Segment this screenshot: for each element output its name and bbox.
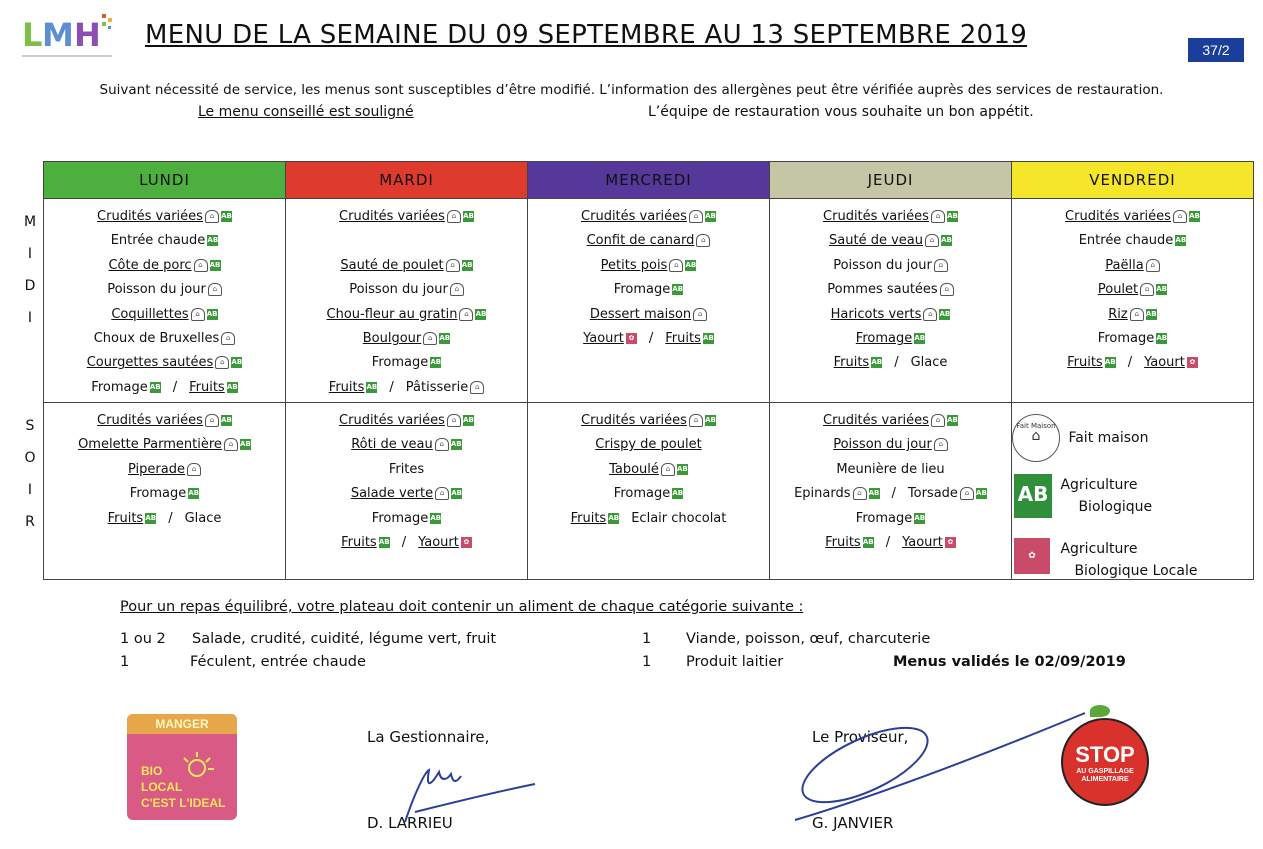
agriculture-biologique-icon: AB: [475, 309, 487, 318]
menu-item: [288, 409, 525, 433]
agriculture-biologique-icon: AB: [685, 260, 697, 269]
dish-name: Yaourt: [902, 535, 943, 551]
bio-locale-icon: ✿: [1187, 357, 1198, 368]
dish-name: Dessert maison: [589, 306, 692, 322]
dish-name: Fruits: [665, 331, 701, 347]
fait-maison-icon: ⌂: [934, 259, 948, 272]
fait-maison-icon: ⌂: [470, 381, 484, 394]
dish-name: Omelette Parmentière: [78, 437, 222, 453]
menu-item: [772, 327, 1009, 351]
menu-item: [772, 229, 1009, 253]
dish-name: /: [172, 379, 178, 395]
agriculture-biologique-icon: AB: [705, 212, 716, 220]
menu-item: [288, 254, 525, 278]
agriculture-biologique-icon: AB: [677, 464, 688, 473]
fait-maison-icon: ⌂: [960, 487, 974, 500]
agriculture-biologique-icon: AB: [188, 489, 200, 498]
agriculture-biologique-icon: AB: [947, 416, 958, 424]
menu-item: [288, 303, 525, 327]
stop-text: STOP: [1075, 742, 1135, 767]
midi-cell-vendredi: [1012, 199, 1254, 403]
agriculture-biologique-icon: AB: [947, 212, 958, 220]
bio-locale-icon: ✿: [461, 537, 472, 548]
fait-maison-icon: ⌂: [853, 487, 867, 500]
agriculture-biologique-icon: AB: [1175, 236, 1187, 245]
fait-maison-icon: ⌂: [925, 234, 939, 247]
menu-item: [288, 376, 525, 400]
dish-name: Confit de canard: [586, 233, 695, 249]
rule-qty: 1 ou 2: [120, 631, 166, 647]
fait-maison-icon: ⌂: [923, 308, 937, 321]
dish-name: Paëlla: [1105, 257, 1144, 273]
menu-item: [46, 254, 283, 278]
menu-item: [288, 482, 525, 506]
midi-letter: D: [24, 278, 36, 294]
menu-item: [46, 351, 283, 375]
agriculture-biologique-icon: AB: [705, 416, 716, 424]
dish-name: Fruits: [833, 355, 870, 371]
menu-item: [530, 433, 767, 457]
svg-text:H: H: [74, 16, 101, 54]
menu-item: [1014, 254, 1251, 278]
fait-maison-icon: ⌂: [194, 259, 208, 272]
rule-text: Féculent, entrée chaude: [190, 654, 366, 670]
dish-name: Fromage: [1097, 331, 1155, 347]
fait-maison-icon: ⌂: [459, 308, 473, 321]
menu-item: [46, 458, 283, 482]
fait-maison-icon: ⌂: [208, 283, 222, 296]
proviseur-name: G. JANVIER: [812, 814, 894, 832]
agriculture-biologique-icon: AB: [207, 236, 219, 245]
rule-qty: 1: [642, 654, 652, 670]
menu-item: [772, 507, 1009, 531]
agriculture-biologique-icon: AB: [463, 212, 474, 220]
menu-item: [288, 531, 525, 555]
dish-name: Piperade: [128, 461, 185, 477]
dish-name: Coquillettes: [111, 306, 189, 322]
agriculture-biologique-icon: AB: [1014, 474, 1052, 518]
agriculture-biologique-icon: AB: [914, 513, 926, 522]
manger-band: MANGER: [127, 714, 237, 734]
dish-name: Crudités variées: [339, 209, 445, 224]
legend-bio-locale: [1014, 538, 1197, 582]
menu-item: [772, 531, 1009, 555]
rule-qty: 1: [642, 631, 652, 647]
dish-name: Torsade: [907, 486, 958, 502]
menu-item: [530, 327, 767, 351]
dish-name: Boulgour: [362, 331, 422, 347]
fait-maison-icon: ⌂: [696, 234, 710, 247]
legend-bio: [1014, 474, 1152, 518]
agriculture-biologique-icon: AB: [672, 489, 684, 498]
menu-item: [288, 433, 525, 457]
menu-item: [1014, 303, 1251, 327]
menu-item: [46, 205, 283, 229]
fait-maison-icon: ⌂: [669, 259, 683, 272]
dish-name: Chou-fleur au gratin: [326, 306, 458, 322]
menu-item: [288, 351, 525, 375]
bio-locale-icon: ✿: [626, 333, 637, 344]
dish-name: Pommes sautées: [827, 282, 938, 298]
agriculture-biologique-icon: AB: [1189, 212, 1200, 220]
agriculture-biologique-icon: AB: [463, 416, 474, 424]
menu-item: [46, 278, 283, 302]
fait-maison-icon: ⌂: [215, 356, 229, 369]
fait-maison-icon: ⌂: [693, 308, 707, 321]
fait-maison-icon: ⌂: [450, 283, 464, 296]
dish-name: Fruits: [328, 379, 365, 395]
dish-name: Fruits: [341, 535, 377, 551]
agriculture-biologique-icon: AB: [450, 440, 462, 449]
dish-name: Glace: [910, 355, 948, 371]
day-header-vendredi: VENDREDI: [1012, 162, 1254, 199]
dish-name: Sauté de veau: [829, 233, 923, 249]
agriculture-biologique-icon: AB: [149, 382, 161, 391]
agriculture-biologique-icon: AB: [378, 538, 390, 547]
menu-item: [1014, 205, 1251, 229]
dish-name: Crudités variées: [97, 413, 203, 428]
dish-name: Fruits: [189, 379, 225, 395]
legend-local-line1: Agriculture: [1060, 541, 1138, 557]
menu-item: [46, 376, 283, 400]
menu-item: [288, 229, 525, 253]
fait-maison-icon: ⌂: [689, 414, 703, 427]
balanced-meal-title: Pour un repas équilibré, votre plateau doit contenir un aliment de chaque catégorie suivante :: [120, 599, 804, 615]
dish-name: /: [891, 486, 896, 502]
legend-bio-line2: Biologique: [1078, 499, 1153, 515]
menu-item: [772, 458, 1009, 482]
soir-cell-jeudi: [770, 403, 1012, 580]
dish-name: /: [894, 355, 899, 371]
fait-maison-icon: ⌂: [205, 210, 219, 223]
menu-item: [46, 433, 283, 457]
dish-name: /: [389, 379, 394, 395]
dish-name: Riz: [1108, 306, 1128, 322]
dish-name: Poisson du jour: [107, 282, 206, 298]
rule-text: Viande, poisson, œuf, charcuterie: [686, 631, 931, 647]
menu-item: [46, 327, 283, 351]
dish-name: Taboulé: [609, 461, 659, 477]
menu-item: [1014, 351, 1251, 375]
dish-name: Fruits: [1067, 355, 1103, 371]
day-header-lundi: LUNDI: [44, 162, 286, 199]
agriculture-biologique-icon: AB: [871, 358, 883, 367]
dish-name: Sauté de poulet: [340, 257, 444, 273]
dish-name: Fromage: [371, 510, 429, 526]
dish-name: Fromage: [371, 355, 429, 371]
fait-maison-icon: ⌂: [435, 487, 449, 500]
menu-item: [530, 303, 767, 327]
service-notice: Suivant nécessité de service, les menus sont susceptibles d’être modifié. L’information des allergènes peut être vérifiée auprès des services de restauration.: [99, 82, 1164, 98]
dish-name: /: [168, 510, 173, 526]
fait-maison-icon: ⌂: [934, 438, 948, 451]
agriculture-biologique-icon: AB: [221, 212, 232, 220]
menu-item: [288, 458, 525, 482]
sun-icon: [177, 750, 217, 784]
fait-maison-icon: ⌂: [446, 259, 460, 272]
fait-maison-icon: ⌂: [447, 414, 461, 427]
validation-date: Menus validés le 02/09/2019: [893, 654, 1126, 670]
dish-name: Fruits: [570, 510, 607, 526]
advised-menu-note: Le menu conseillé est souligné: [198, 104, 414, 120]
gestionnaire-name: D. LARRIEU: [367, 814, 453, 832]
midi-row: [44, 199, 1254, 403]
midi-letter: M: [23, 214, 37, 230]
agriculture-biologique-icon: AB: [221, 416, 232, 424]
soir-cell-mercredi: [528, 403, 770, 580]
menu-item: [530, 229, 767, 253]
menu-item: [772, 278, 1009, 302]
lmh-logo: [22, 12, 117, 60]
dish-name: /: [648, 331, 654, 347]
agriculture-biologique-icon: AB: [231, 358, 243, 367]
logo-ideal-text: C'EST L'IDEAL: [141, 796, 226, 810]
midi-letter: I: [27, 310, 33, 326]
manger-bio-local-logo: [127, 714, 237, 820]
dish-name: Poisson du jour: [833, 257, 932, 273]
dish-name: Crudités variées: [339, 413, 445, 428]
agriculture-biologique-icon: AB: [430, 358, 442, 367]
menu-item: [530, 482, 767, 506]
menu-item: [530, 205, 767, 229]
agriculture-biologique-icon: AB: [430, 513, 442, 522]
agriculture-biologique-icon: AB: [1104, 358, 1116, 367]
fait-maison-icon: ⌂: [1173, 210, 1187, 223]
midi-cell-jeudi: [770, 199, 1012, 403]
dish-name: Glace: [184, 510, 222, 526]
dish-name: Choux de Bruxelles: [93, 331, 220, 347]
dish-name: Entrée chaude: [110, 233, 206, 249]
dish-name: Yaourt: [1144, 355, 1185, 371]
agriculture-biologique-icon: AB: [914, 334, 926, 343]
fait-maison-icon: ⌂: [447, 210, 461, 223]
dish-name: Eclair chocolat: [631, 510, 727, 526]
menu-item: [288, 205, 525, 229]
soir-letter: R: [25, 514, 35, 530]
menu-item: [772, 409, 1009, 433]
dish-name: Poisson du jour: [833, 437, 932, 453]
midi-letter: I: [27, 246, 33, 262]
menu-item: [772, 254, 1009, 278]
proviseur-label: Le Proviseur,: [812, 728, 909, 746]
dish-name: Salade verte: [350, 486, 434, 502]
fait-maison-icon: ⌂: [221, 332, 235, 345]
agriculture-biologique-icon: AB: [868, 489, 880, 498]
soir-cell-lundi: [44, 403, 286, 580]
dish-name: Crudités variées: [581, 413, 687, 428]
midi-cell-mercredi: [528, 199, 770, 403]
menu-item: [772, 303, 1009, 327]
dish-name: Crispy de poulet: [595, 437, 702, 453]
dish-name: Petits pois: [600, 257, 668, 273]
menu-item: [1014, 327, 1251, 351]
page-title: MENU DE LA SEMAINE DU 09 SEPTEMBRE AU 13 SEPTEMBRE 2019: [145, 20, 1028, 50]
menu-item: [772, 433, 1009, 457]
agriculture-biologique-icon: AB: [862, 538, 874, 547]
fait-maison-house-glyph: ⌂: [1031, 428, 1041, 444]
stop-subtext: AU GASPILLAGE ALIMENTAIRE: [1076, 768, 1134, 783]
fait-maison-icon: ⌂: [191, 308, 205, 321]
dish-name: Haricots verts: [830, 306, 922, 322]
soir-letter: O: [24, 450, 36, 466]
dish-name: Poisson du jour: [349, 282, 448, 298]
apple-leaf-icon: [1090, 705, 1110, 717]
menu-item: [46, 229, 283, 253]
page-number-badge: 37/2: [1188, 38, 1244, 62]
day-header-mardi: MARDI: [286, 162, 528, 199]
fait-maison-icon: ⌂: [689, 210, 703, 223]
fait-maison-badge-text: Fait Maison: [1016, 422, 1056, 430]
bon-appetit-note: L’équipe de restauration vous souhaite un bon appétit.: [648, 104, 1034, 120]
dish-name: Courgettes sautées: [86, 355, 214, 371]
menu-item: [530, 254, 767, 278]
svg-text:L: L: [22, 16, 43, 54]
agriculture-biologique-icon: AB: [1156, 285, 1168, 294]
dish-name: Poulet: [1097, 282, 1139, 298]
fait-maison-icon: [1012, 414, 1060, 462]
legend-local-line2: Biologique Locale: [1074, 563, 1198, 579]
midi-cell-mardi: [286, 199, 528, 403]
menu-item: [530, 507, 767, 531]
agriculture-biologique-icon: AB: [461, 260, 473, 269]
dish-name: Crudités variées: [1065, 209, 1171, 224]
logo-local-text: LOCAL: [141, 780, 183, 794]
dish-name: Frites: [388, 461, 425, 477]
dish-name: Fromage: [855, 331, 913, 347]
dish-name: Meunière de lieu: [836, 461, 945, 477]
agriculture-biologique-icon: AB: [209, 260, 221, 269]
agriculture-biologique-icon: AB: [439, 334, 451, 343]
agriculture-biologique-icon: AB: [939, 309, 951, 318]
agriculture-biologique-icon: AB: [608, 513, 620, 522]
fait-maison-icon: ⌂: [1140, 283, 1154, 296]
menu-item: [1014, 278, 1251, 302]
menu-item: [530, 278, 767, 302]
dish-name: Yaourt: [583, 331, 624, 347]
menu-item: [46, 507, 283, 531]
dish-name: Crudités variées: [97, 209, 203, 224]
soir-cell-mardi: [286, 403, 528, 580]
menu-item: [46, 303, 283, 327]
bio-locale-icon: ✿: [945, 537, 956, 548]
day-header-mercredi: MERCREDI: [528, 162, 770, 199]
agriculture-biologique-icon: AB: [226, 382, 238, 391]
dish-name: Fromage: [91, 379, 148, 395]
agriculture-biologique-icon: AB: [240, 440, 251, 449]
dish-name: Fruits: [107, 510, 144, 526]
stop-gaspillage-logo: [1061, 718, 1149, 806]
dish-name: /: [401, 535, 407, 551]
fait-maison-icon: ⌂: [931, 414, 945, 427]
bio-locale-icon: ✿: [1014, 538, 1050, 574]
fait-maison-icon: ⌂: [435, 438, 449, 451]
legend-fait-maison: [1012, 414, 1148, 462]
agriculture-biologique-icon: AB: [206, 309, 218, 318]
gestionnaire-label: La Gestionnaire,: [367, 728, 490, 746]
soir-letter: S: [25, 418, 35, 434]
dish-name: Fromage: [129, 486, 187, 502]
dish-name: Fromage: [855, 510, 913, 526]
agriculture-biologique-icon: AB: [976, 489, 987, 498]
menu-item: [772, 205, 1009, 229]
menu-item: [530, 458, 767, 482]
menu-item: [530, 409, 767, 433]
menu-item: [772, 482, 1009, 506]
menu-item: [46, 482, 283, 506]
fait-maison-icon: ⌂: [931, 210, 945, 223]
menu-item: [288, 327, 525, 351]
fait-maison-icon: ⌂: [187, 463, 201, 476]
rule-text: Produit laitier: [686, 654, 784, 670]
menu-item: [772, 351, 1009, 375]
dish-name: Rôti de veau: [351, 437, 433, 453]
fait-maison-icon: ⌂: [423, 332, 437, 345]
fait-maison-icon: ⌂: [940, 283, 954, 296]
agriculture-biologique-icon: AB: [366, 382, 378, 391]
dish-name: Crudités variées: [823, 413, 929, 428]
dish-name: Fromage: [613, 282, 671, 298]
agriculture-biologique-icon: AB: [145, 513, 157, 522]
fait-maison-icon: ⌂: [1130, 308, 1144, 321]
legend-bio-line1: Agriculture: [1060, 477, 1138, 493]
dish-name: Crudités variées: [823, 209, 929, 224]
soir-letter: I: [27, 482, 33, 498]
menu-item: [288, 278, 525, 302]
logo-bio-text: BIO: [141, 764, 163, 778]
dish-name: Yaourt: [418, 535, 459, 551]
dish-name: /: [885, 535, 891, 551]
dish-name: Crudités variées: [581, 209, 687, 224]
agriculture-biologique-icon: AB: [941, 236, 952, 245]
day-header-jeudi: JEUDI: [770, 162, 1012, 199]
dish-name: Entrée chaude: [1078, 233, 1174, 249]
fait-maison-icon: ⌂: [1146, 259, 1160, 272]
menu-item: [288, 507, 525, 531]
dish-name: Fromage: [613, 486, 671, 502]
agriculture-biologique-icon: AB: [1145, 309, 1157, 318]
midi-cell-lundi: [44, 199, 286, 403]
dish-name: Epinards: [794, 486, 851, 502]
dish-name: /: [1127, 355, 1133, 371]
agriculture-biologique-icon: AB: [451, 489, 463, 498]
fait-maison-icon: ⌂: [224, 438, 238, 451]
menu-item: [1014, 229, 1251, 253]
dish-name: Fruits: [825, 535, 861, 551]
agriculture-biologique-icon: AB: [702, 334, 714, 343]
fait-maison-icon: ⌂: [205, 414, 219, 427]
day-header-row: [44, 162, 1254, 199]
rule-qty: 1: [120, 654, 130, 670]
legend-fait-maison-label: Fait maison: [1068, 430, 1149, 446]
dish-name: Pâtisserie: [405, 379, 469, 395]
rule-text: Salade, crudité, cuidité, légume vert, fruit: [192, 631, 497, 647]
svg-text:M: M: [42, 16, 74, 54]
fait-maison-icon: ⌂: [661, 463, 675, 476]
dish-name: Côte de porc: [108, 257, 192, 273]
agriculture-biologique-icon: AB: [672, 285, 684, 294]
menu-item: [46, 409, 283, 433]
agriculture-biologique-icon: AB: [1156, 334, 1168, 343]
